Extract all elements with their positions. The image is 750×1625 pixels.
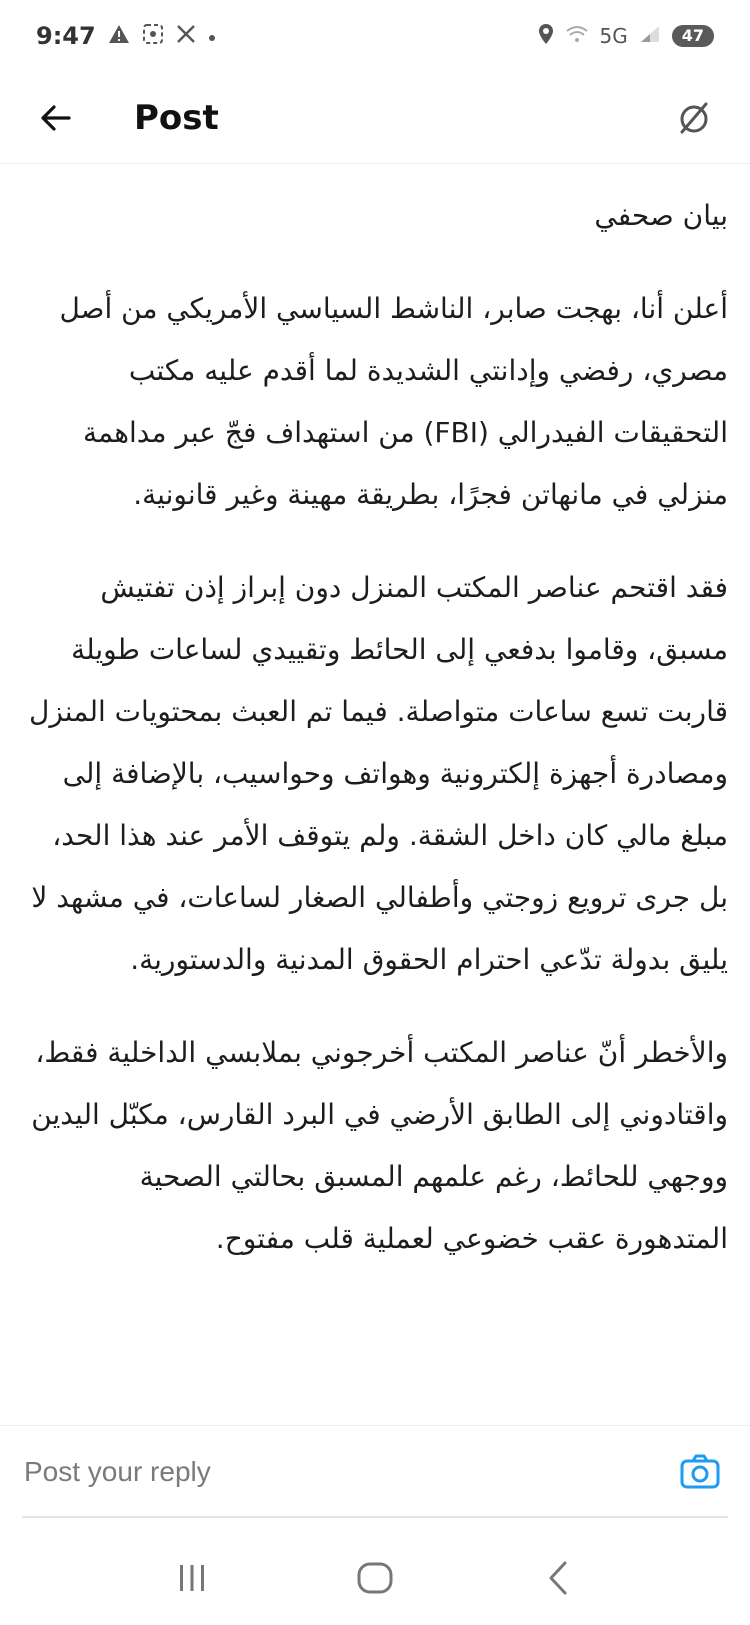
status-left <box>36 22 216 50</box>
camera-button[interactable] <box>674 1446 726 1498</box>
recent-apps-button[interactable] <box>152 1548 232 1608</box>
grok-button[interactable] <box>668 92 720 144</box>
status-bar <box>0 0 750 72</box>
warning-icon <box>108 24 130 49</box>
home-icon <box>356 1561 394 1595</box>
post-content <box>0 165 750 1425</box>
back-icon <box>545 1560 571 1596</box>
back-button[interactable] <box>30 92 82 144</box>
post-paragraph-3: والأخطر أنّ عناصر المكتب أخرجوني بملابسي الداخلية فقط، واقتادوني إلى الطابق الأرضي في البرد القارس، مكبّل اليدين ووجهي للحائط، رغم علمهم المسبق بحالتي الصحية المتدهورة عقب خضوعي لعملية قلب مفتوح. <box>31 1036 728 1255</box>
home-button[interactable] <box>335 1548 415 1608</box>
back-arrow-icon <box>39 101 73 135</box>
reply-bar <box>0 1425 750 1517</box>
reply-input[interactable] <box>24 1456 674 1488</box>
page-title: Post <box>134 97 219 138</box>
dot-icon <box>208 25 216 47</box>
signal-icon <box>640 25 660 48</box>
post-paragraph-2: فقد اقتحم عناصر المكتب المنزل دون إبراز إذن تفتيش مسبق، وقاموا بدفعي إلى الحائط وتقييدي لساعات طويلة قاربت تسع ساعات متواصلة. فيما تم العبث بمحتويات المنزل ومصادرة أجهزة إلكترونية وهواتف وحواسيب، بالإضافة إلى مبلغ مالي كان داخل الشقة. ولم يتوقف الأمر عند هذا الحد، بل جرى ترويع زوجتي وأطفالي الصغار لساعات، في مشهد لا يليق بدولة تدّعي احترام الحقوق المدنية والدستورية. <box>29 571 728 976</box>
header <box>0 72 750 164</box>
wifi-icon <box>566 25 588 48</box>
network-label: 5G <box>599 24 628 48</box>
reply-divider <box>22 1516 728 1518</box>
x-app-icon <box>176 24 196 49</box>
location-icon <box>538 23 554 50</box>
post-paragraph-1: أعلن أنا، بهجت صابر، الناشط السياسي الأمريكي من أصل مصري، رفضي وإدانتي الشديدة لما أقدم عليه مكتب التحقيقات الفيدرالي (FBI) من استهداف فجّ عبر مداهمة منزلي في مانهاتن فجرًا، بطريقة مهينة وغير قانونية. <box>59 292 728 511</box>
post-heading: بيان صحفي <box>594 199 728 232</box>
screenshot-icon <box>142 23 164 50</box>
battery-icon: 47 <box>672 25 714 47</box>
recent-apps-icon <box>175 1563 209 1593</box>
system-nav-bar <box>0 1530 750 1625</box>
status-right <box>538 23 715 50</box>
camera-icon <box>680 1454 720 1490</box>
grok-icon <box>674 98 714 138</box>
nav-back-button[interactable] <box>518 1548 598 1608</box>
status-time: 9:47 <box>36 22 96 50</box>
